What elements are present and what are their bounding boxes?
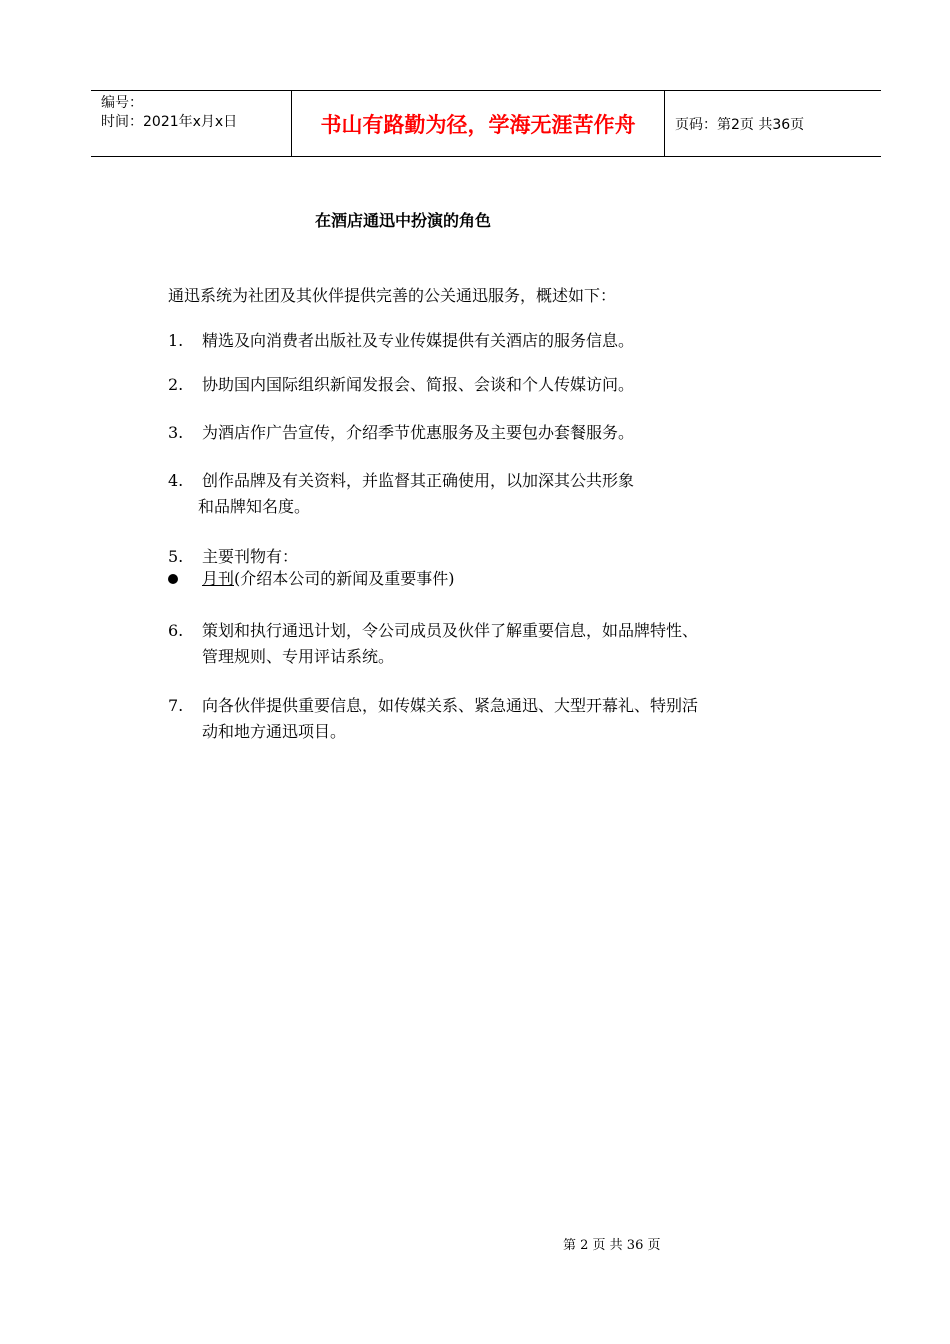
item-text: 为酒店作广告宣传，介绍季节优惠服务及主要包办套餐服务。 bbox=[202, 423, 635, 442]
item-text-continued: 和品牌知名度。 bbox=[198, 497, 311, 516]
intro-text: 通迅系统为社团及其伙伴提供完善的公关通迅服务，概述如下： bbox=[168, 286, 617, 305]
item-number: 3. bbox=[168, 423, 184, 442]
item-number: 5. bbox=[168, 547, 184, 566]
item-number: 6. bbox=[168, 621, 184, 640]
serial-label: 编号： bbox=[101, 95, 143, 111]
item-text: 精选及向消费者出版社及专业传媒提供有关酒店的服务信息。 bbox=[202, 331, 635, 350]
item-number: 2. bbox=[168, 375, 184, 394]
item-text: 策划和执行通迅计划，令公司成员及伙伴了解重要信息，如品牌特性、 bbox=[202, 621, 699, 640]
document-title: 在酒店通迅中扮演的角色 bbox=[315, 211, 492, 230]
item-text: 主要刊物有： bbox=[202, 547, 299, 566]
item-text: 协助国内国际组织新闻发报会、简报、会谈和个人传媒访问。 bbox=[202, 375, 635, 394]
header-motto: 书山有路勤为径，学海无涯苦作舟 bbox=[292, 91, 665, 156]
page-header bbox=[91, 90, 881, 157]
time-label: 时间：2021年x月x日 bbox=[101, 114, 238, 130]
item-number: 4. bbox=[168, 471, 184, 490]
publication-name: 月刊 bbox=[202, 569, 235, 588]
bullet-dot-icon bbox=[168, 574, 178, 584]
header-page-code: 页码：第2页 共36页 bbox=[675, 116, 805, 133]
item-text-continued: 动和地方通迅项目。 bbox=[202, 722, 347, 741]
page-footer: 第 2 页 共 36 页 bbox=[563, 1238, 661, 1253]
item-number: 7. bbox=[168, 696, 184, 715]
header-meta bbox=[91, 91, 292, 156]
item-text: 创作品牌及有关资料，并监督其正确使用，以加深其公共形象 bbox=[202, 471, 635, 490]
publication-description: (介绍本公司的新闻及重要事件) bbox=[234, 569, 455, 588]
bullet-item bbox=[202, 567, 455, 591]
item-text: 向各伙伴提供重要信息，如传媒关系、紧急通迅、大型开幕礼、特别活 bbox=[202, 696, 699, 715]
item-text-continued: 管理规则、专用评诂系统。 bbox=[202, 647, 395, 666]
item-number: 1. bbox=[168, 331, 184, 350]
